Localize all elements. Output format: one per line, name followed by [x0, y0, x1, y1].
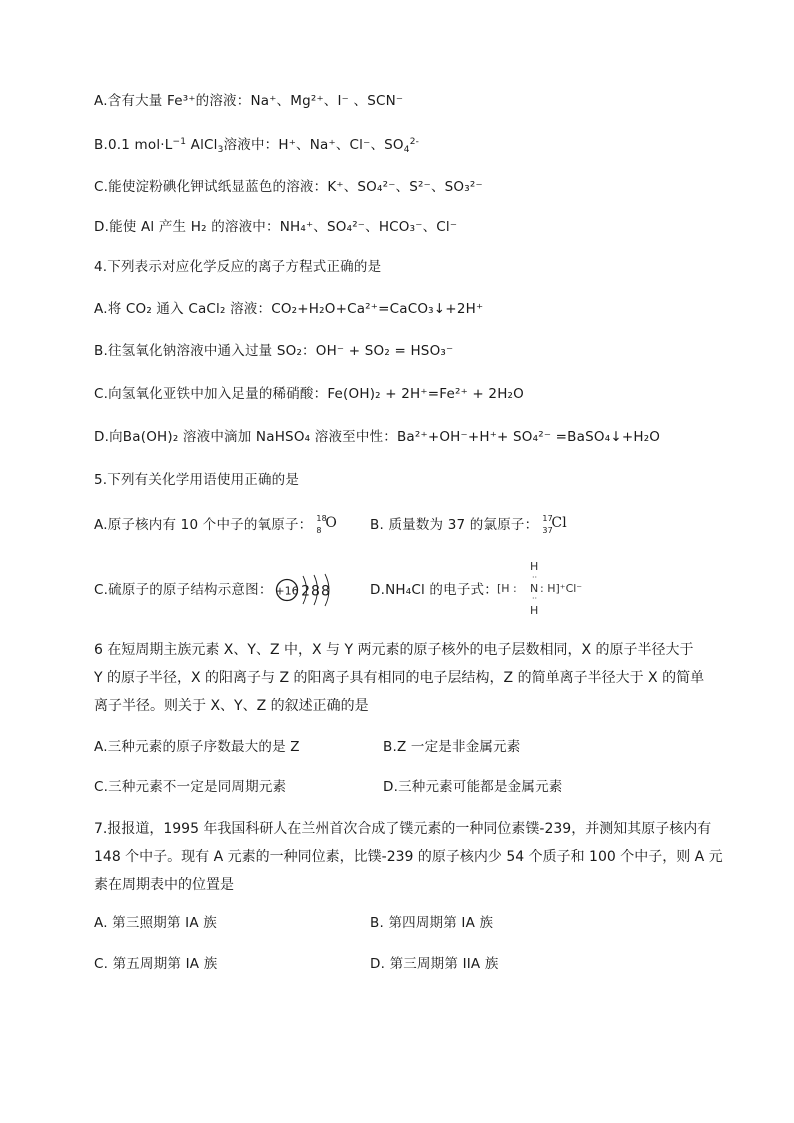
q6-stem-line-2: Y 的原子半径，X 的阳离子与 Z 的阳离子具有相同的电子层结构，Z 的简单离子半径大于 X 的简单	[94, 670, 705, 686]
electron-formula-bottom-h: H	[530, 604, 539, 617]
q5-option-d: D.NH₄Cl 的电子式：	[370, 582, 498, 598]
electron-formula-top-h: H	[530, 560, 539, 573]
q7-stem-line-1: 7.报报道，1995 年我国科研人在兰州首次合成了镤元素的一种同位素镤-239，并测知其原子核内有	[94, 821, 712, 837]
q3-option-a: A.含有大量 Fe³⁺的溶液：Na⁺、Mg²⁺、I⁻ 、SCN⁻	[94, 93, 404, 109]
chlorine-nuclide-symbol: 17 37 Cl	[542, 514, 567, 535]
electron-pair-bottom: ··	[532, 594, 538, 603]
q6-option-c: C.三种元素不一定是同周期元素	[94, 779, 287, 795]
q6-option-b: B.Z 一定是非金属元素	[383, 739, 521, 755]
q4-option-b: B.往氢氧化钠溶液中通入过量 SO₂：OH⁻ + SO₂ = HSO₃⁻	[94, 343, 454, 359]
q6-stem-line-3: 离子半径。则关于 X、Y、Z 的叙述正确的是	[94, 698, 369, 714]
nucleus-charge: +16	[275, 584, 299, 598]
electron-shell-counts: 288	[301, 583, 331, 600]
q4-option-c: C.向氢氧化亚铁中加入足量的稀硝酸：Fe(OH)₂ + 2H⁺=Fe²⁺ + 2H₂O	[94, 386, 524, 402]
q7-stem-line-2: 148 个中子。现有 A 元素的一种同位素，比镤-239 的原子核内少 54 个质子和 100 个中子，则 A 元	[94, 849, 723, 865]
q5-option-b: B. 质量数为 37 的氯原子： 17 37 Cl	[370, 514, 567, 535]
electron-formula-left: [H :	[497, 582, 517, 595]
electron-formula-right: : H]⁺Cl⁻	[540, 582, 583, 595]
q6-option-a: A.三种元素的原子序数最大的是 Z	[94, 739, 300, 755]
q4-stem: 4.下列表示对应化学反应的离子方程式正确的是	[94, 259, 382, 275]
q3-option-d: D.能使 Al 产生 H₂ 的溶液中：NH₄⁺、SO₄²⁻、HCO₃⁻、Cl⁻	[94, 219, 458, 235]
q7-option-a: A. 第三照期第 IA 族	[94, 915, 217, 931]
q6-stem-line-1: 6 在短周期主族元素 X、Y、Z 中，X 与 Y 两元素的原子核外的电子层数相同，X 的原子半径大于	[94, 642, 694, 658]
q3-option-c: C.能使淀粉碘化钾试纸显蓝色的溶液：K⁺、SO₄²⁻、S²⁻、SO₃²⁻	[94, 179, 483, 195]
q5-stem: 5.下列有关化学用语使用正确的是	[94, 472, 300, 488]
q5-option-c: C.硫原子的原子结构示意图：	[94, 582, 273, 598]
q4-option-d: D.向Ba(OH)₂ 溶液中滴加 NaHSO₄ 溶液至中性：Ba²⁺+OH⁻+H⁺+ SO₄²⁻ =BaSO₄↓+H₂O	[94, 429, 661, 445]
q5-option-a: A.原子核内有 10 个中子的氧原子： 18 8 O	[94, 514, 338, 535]
q7-stem-line-3: 素在周期表中的位置是	[94, 877, 234, 893]
oxygen-nuclide-symbol: 18 8 O	[316, 514, 338, 535]
ammonium-chloride-electron-formula	[497, 560, 607, 618]
q3-option-b: B.0.1 $mol\cdot L^{-1}$ AlCl$_3$溶液中：H⁺、Na⁺、Cl⁻、$SO_4^{2-}$	[94, 137, 420, 155]
q7-option-d: D. 第三周期第 IIA 族	[370, 956, 499, 972]
q4-option-a: A.将 CO₂ 通入 CaCl₂ 溶液：CO₂+H₂O+Ca²⁺=CaCO₃↓+2H⁺	[94, 301, 484, 317]
q7-option-b: B. 第四周期第 IA 族	[370, 915, 494, 931]
electron-pair-top: ··	[532, 573, 538, 582]
sulfur-atom-structure-diagram	[272, 570, 342, 610]
electron-formula-center-n: N	[530, 582, 539, 595]
q6-option-d: D.三种元素可能都是金属元素	[383, 779, 563, 795]
q7-option-c: C. 第五周期第 IA 族	[94, 956, 218, 972]
